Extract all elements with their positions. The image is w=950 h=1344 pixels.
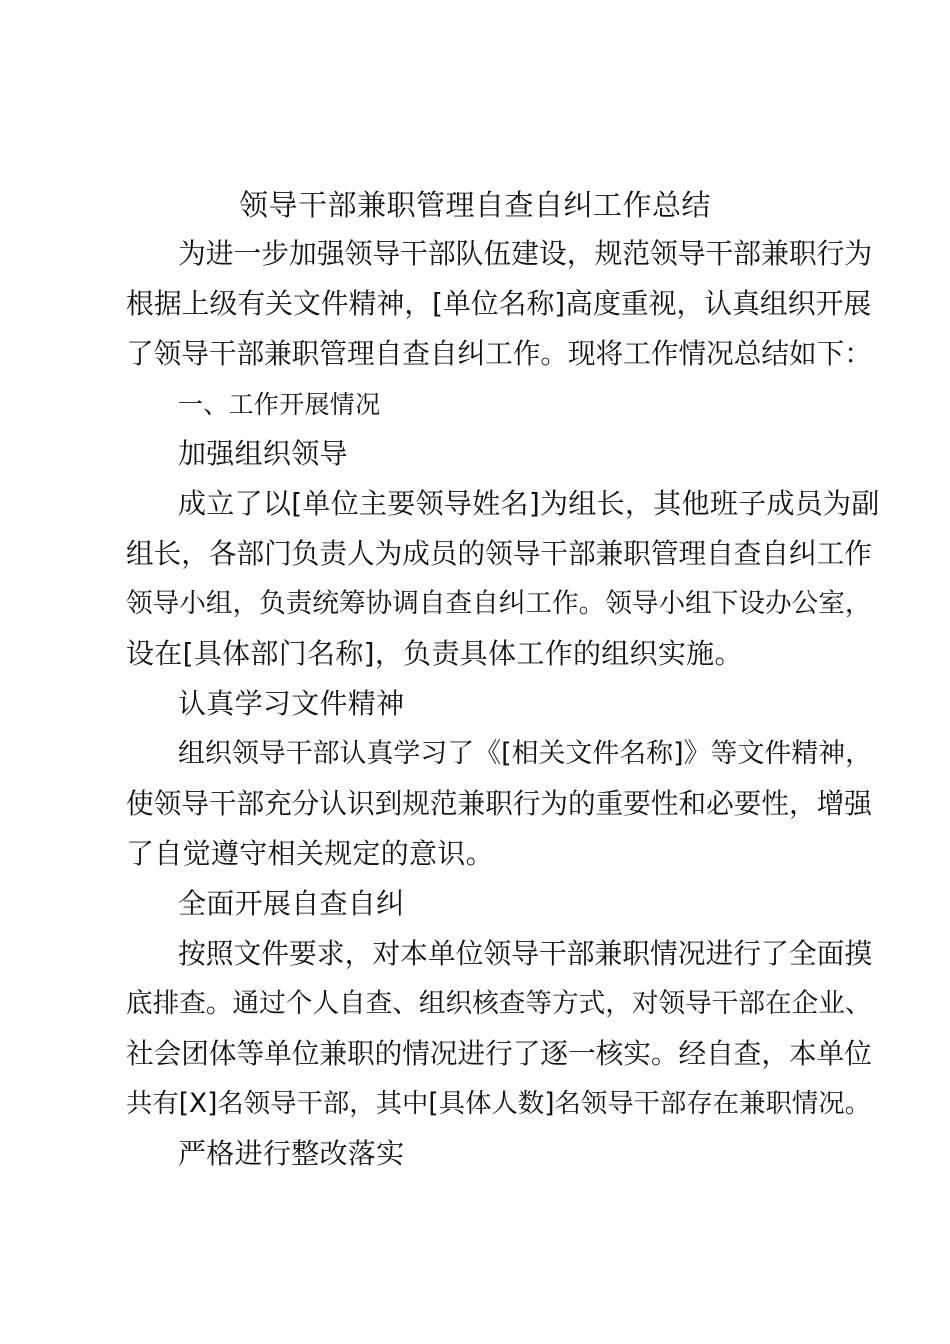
paragraph-line: 为进一步加强领导干部队伍建设，规范领导干部兼职行为	[178, 237, 873, 270]
paragraph-line: 根据上级有关文件精神，[单位名称]高度重视，认真组织开展	[126, 287, 872, 320]
document-title: 领导干部兼职管理自查自纠工作总结	[238, 188, 711, 222]
paragraph-line: 了领导干部兼职管理自查自纠工作。现将工作情况总结如下：	[126, 337, 872, 370]
paragraph-line: 组长，各部门负责人为成员的领导干部兼职管理自查自纠工作	[126, 537, 872, 570]
paragraph-line: 社会团体等单位兼职的情况进行了逐一核实。经自查，本单位	[126, 1037, 872, 1070]
paragraph-line: 领导小组，负责统筹协调自查自纠工作。领导小组下设办公室，	[126, 588, 872, 619]
paragraph-line: 设在[具体部门名称]，负责具体工作的组织实施。	[126, 637, 743, 670]
subsection-heading: 加强组织领导	[178, 437, 348, 470]
paragraph-line: 了自觉遵守相关规定的意识。	[126, 837, 494, 870]
paragraph-line: 按照文件要求，对本单位领导干部兼职情况进行了全面摸	[178, 937, 873, 970]
paragraph-line: 成立了以[单位主要领导姓名]为组长，其他班子成员为副	[178, 487, 880, 520]
paragraph-line: 使领导干部充分认识到规范兼职行为的重要性和必要性，增强	[126, 787, 872, 820]
paragraph-line: 组织领导干部认真学习了《[相关文件名称]》等文件精神，	[178, 738, 873, 769]
paragraph-line: 底排查。通过个人自查、组织核查等方式，对领导干部在企业、	[126, 988, 872, 1019]
subsection-heading: 严格进行整改落实	[178, 1137, 405, 1170]
paragraph-line: 共有[X]名领导干部，其中[具体人数]名领导干部存在兼职情况。	[126, 1089, 871, 1119]
section-heading: 一、工作开展情况	[178, 390, 381, 419]
subsection-heading: 全面开展自查自纠	[178, 887, 405, 920]
subsection-heading: 认真学习文件精神	[178, 687, 405, 720]
